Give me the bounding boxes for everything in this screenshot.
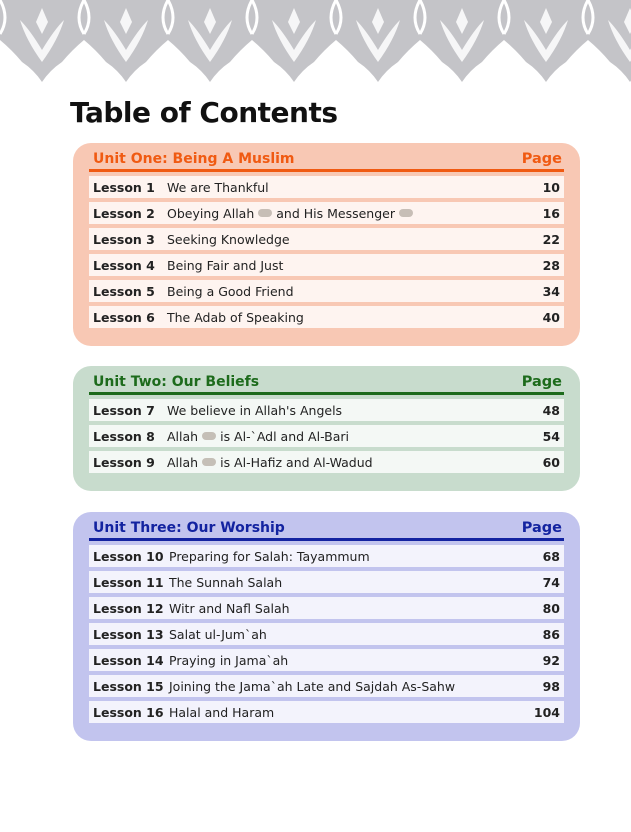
ornamental-border xyxy=(0,0,631,85)
lesson-row[interactable] xyxy=(89,649,564,671)
lesson-title-text: Halal and Haram xyxy=(169,704,275,720)
unit-label: Unit Two: xyxy=(93,374,167,390)
lesson-row[interactable] xyxy=(89,571,564,593)
lesson-number: Lesson 1 xyxy=(93,179,155,195)
lesson-title-text: Allah xyxy=(167,454,199,470)
lesson-page: 60 xyxy=(542,454,560,470)
lesson-page: 74 xyxy=(542,574,560,590)
lesson-title-text: Allah xyxy=(167,428,199,444)
unit-section xyxy=(73,366,580,491)
page-column-header: Page xyxy=(521,520,562,536)
lesson-title-text: Preparing for Salah: Tayammum xyxy=(169,548,370,564)
lesson-row[interactable] xyxy=(89,675,564,697)
honorific-icon xyxy=(399,209,413,217)
lesson-title-text: is Al-`Adl and Al-Bari xyxy=(220,428,349,444)
unit-title xyxy=(93,374,259,390)
unit-header xyxy=(89,374,564,395)
honorific-icon xyxy=(202,432,216,440)
lesson-number: Lesson 13 xyxy=(93,626,164,642)
unit-header xyxy=(89,520,564,541)
lesson-page: 92 xyxy=(542,652,560,668)
lesson-number: Lesson 12 xyxy=(93,600,164,616)
lesson-title xyxy=(169,679,543,694)
lesson-row[interactable] xyxy=(89,306,564,328)
lesson-number: Lesson 6 xyxy=(93,309,155,325)
lesson-number: Lesson 8 xyxy=(93,428,155,444)
lesson-row[interactable] xyxy=(89,545,564,567)
lesson-title-text: The Sunnah Salah xyxy=(169,574,283,590)
unit-title xyxy=(93,151,295,167)
lesson-number: Lesson 2 xyxy=(93,205,155,221)
lesson-number: Lesson 4 xyxy=(93,257,155,273)
lesson-title-text: Joining the Jama`ah Late and Sajdah As-Sahw xyxy=(169,678,456,694)
lesson-title xyxy=(169,601,543,616)
lesson-row[interactable] xyxy=(89,597,564,619)
lesson-title xyxy=(167,403,543,418)
unit-section xyxy=(73,512,580,741)
lesson-title xyxy=(167,455,543,470)
lesson-title-text: and His Messenger xyxy=(276,205,395,221)
lesson-number: Lesson 16 xyxy=(93,704,164,720)
lesson-page: 80 xyxy=(542,600,560,616)
lesson-row[interactable] xyxy=(89,701,564,723)
lesson-title-text: Witr and Nafl Salah xyxy=(169,600,290,616)
lesson-title-text: Salat ul-Jum`ah xyxy=(169,626,267,642)
lesson-page: 68 xyxy=(542,548,560,564)
lesson-number: Lesson 5 xyxy=(93,283,155,299)
lesson-number: Lesson 15 xyxy=(93,678,164,694)
lesson-page: 28 xyxy=(542,257,560,273)
unit-label: Unit One: xyxy=(93,151,168,167)
unit-section xyxy=(73,143,580,346)
lesson-page: 98 xyxy=(542,678,560,694)
lesson-title xyxy=(169,627,543,642)
lesson-title-text: is Al-Hafiz and Al-Wadud xyxy=(220,454,373,470)
lesson-title-text: Being a Good Friend xyxy=(167,283,294,299)
lesson-row[interactable] xyxy=(89,399,564,421)
lesson-number: Lesson 3 xyxy=(93,231,155,247)
lesson-page: 10 xyxy=(542,179,560,195)
unit-name: Being A Muslim xyxy=(172,151,295,167)
unit-name: Our Beliefs xyxy=(171,374,260,390)
unit-name: Our Worship xyxy=(186,520,285,536)
lesson-page: 86 xyxy=(542,626,560,642)
lesson-page: 48 xyxy=(542,402,560,418)
lesson-page: 54 xyxy=(542,428,560,444)
lesson-title xyxy=(167,258,543,273)
lesson-title-text: Obeying Allah xyxy=(167,205,255,221)
lesson-title xyxy=(167,206,543,221)
lesson-title xyxy=(167,284,543,299)
lesson-page: 22 xyxy=(542,231,560,247)
lesson-title-text: We believe in Allah's Angels xyxy=(167,402,343,418)
lesson-number: Lesson 11 xyxy=(93,574,164,590)
lesson-title xyxy=(169,653,543,668)
lesson-row[interactable] xyxy=(89,451,564,473)
lesson-title xyxy=(169,549,543,564)
lesson-title xyxy=(169,575,543,590)
lesson-page: 40 xyxy=(542,309,560,325)
page-title: Table of Contents xyxy=(70,96,338,129)
lesson-title xyxy=(167,180,543,195)
lesson-row[interactable] xyxy=(89,280,564,302)
lesson-row[interactable] xyxy=(89,176,564,198)
lesson-page: 104 xyxy=(533,704,560,720)
lesson-row[interactable] xyxy=(89,202,564,224)
lesson-row[interactable] xyxy=(89,425,564,447)
lesson-title xyxy=(167,310,543,325)
lesson-title xyxy=(169,705,534,720)
lesson-title-text: The Adab of Speaking xyxy=(167,309,304,325)
lesson-number: Lesson 7 xyxy=(93,402,155,418)
unit-label: Unit Three: xyxy=(93,520,182,536)
honorific-icon xyxy=(202,458,216,466)
lesson-number: Lesson 14 xyxy=(93,652,164,668)
lesson-title xyxy=(167,232,543,247)
lesson-row[interactable] xyxy=(89,623,564,645)
lesson-row[interactable] xyxy=(89,254,564,276)
lesson-title-text: Seeking Knowledge xyxy=(167,231,290,247)
lesson-number: Lesson 9 xyxy=(93,454,155,470)
lesson-page: 34 xyxy=(542,283,560,299)
lesson-number: Lesson 10 xyxy=(93,548,164,564)
lesson-page: 16 xyxy=(542,205,560,221)
unit-title xyxy=(93,520,285,536)
lesson-title-text: Praying in Jama`ah xyxy=(169,652,289,668)
lesson-title-text: Being Fair and Just xyxy=(167,257,284,273)
lesson-title-text: We are Thankful xyxy=(167,179,269,195)
lesson-title xyxy=(167,429,543,444)
lesson-row[interactable] xyxy=(89,228,564,250)
unit-header xyxy=(89,151,564,172)
honorific-icon xyxy=(258,209,272,217)
page-column-header: Page xyxy=(521,151,562,167)
page-column-header: Page xyxy=(521,374,562,390)
